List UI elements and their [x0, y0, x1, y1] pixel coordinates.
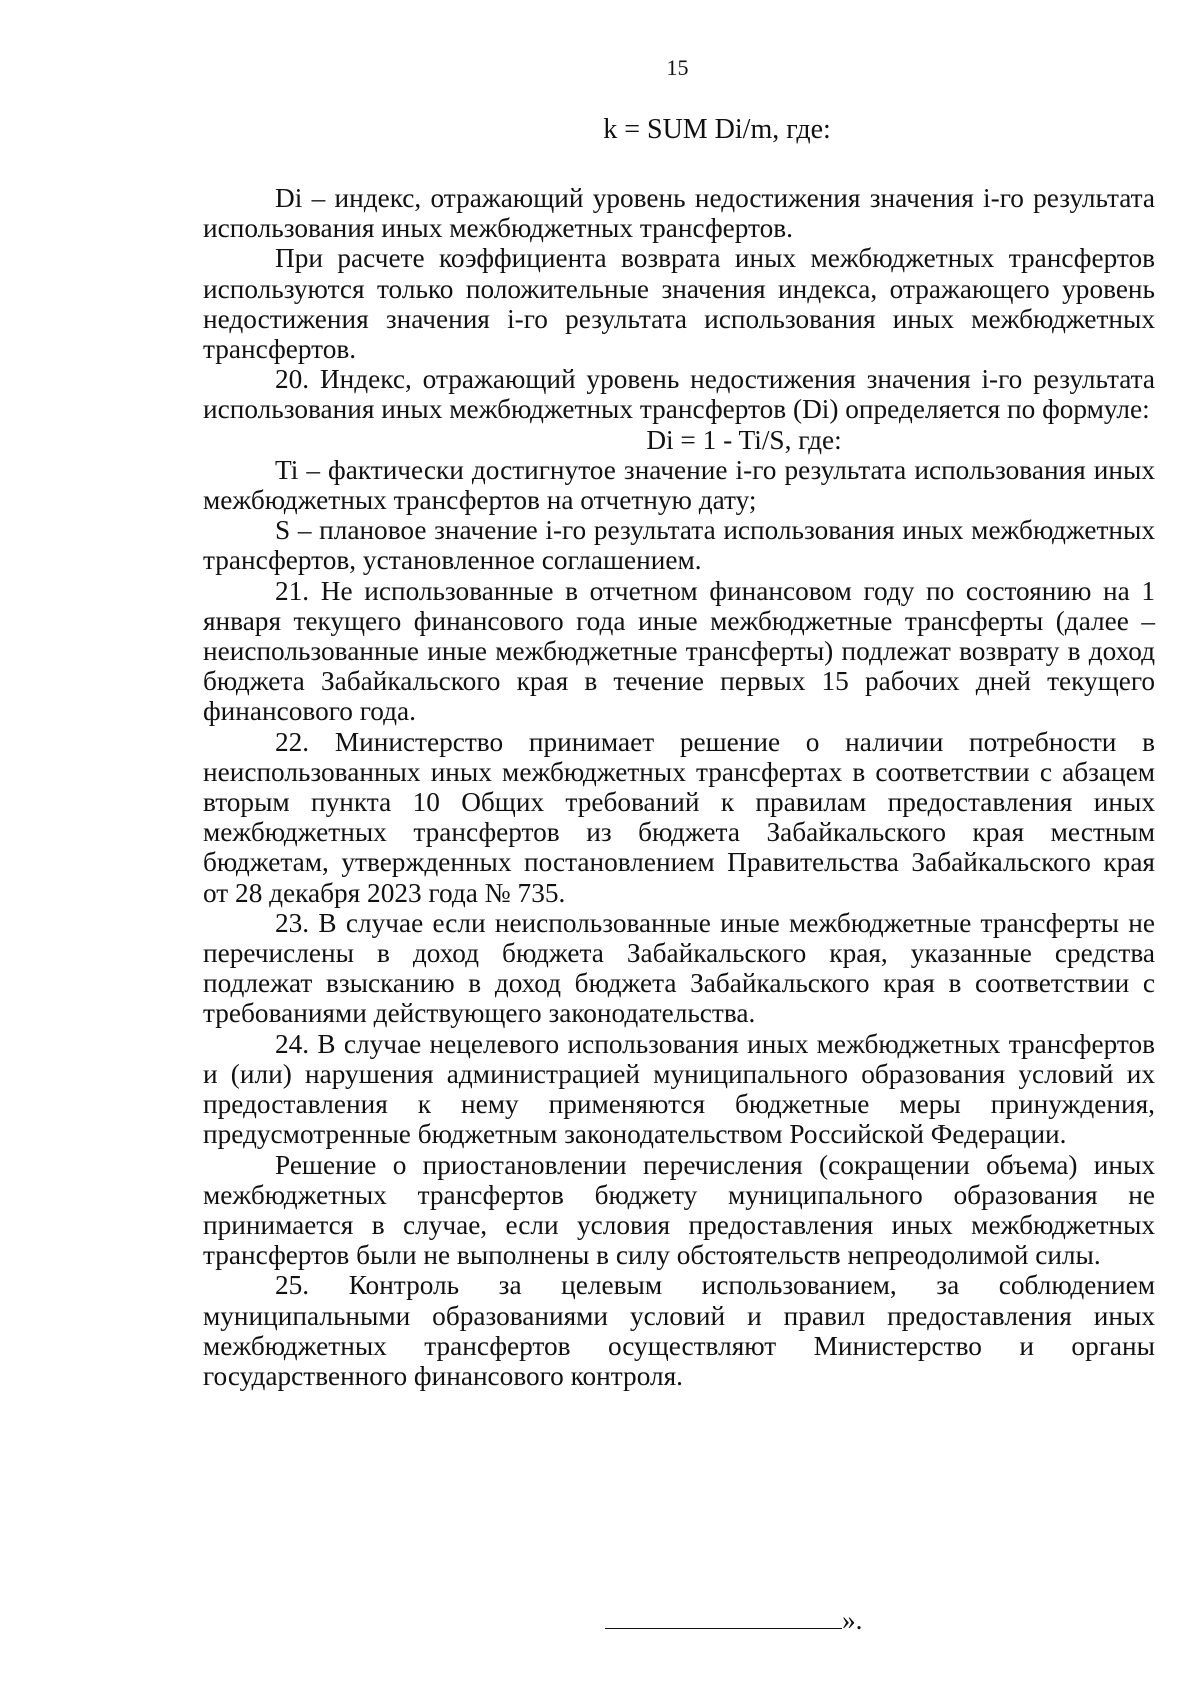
paragraph-22: 22. Министерство принимает решение о наличии потребности в неиспользованных иных межбюджетных трансфертах в соответствии с абзацем вторым пункта 10 Общих требований к правилам предоставления иных межбюджетных трансфертов из бюджета Забайкальского края местным бюджетам, утвержденных постановлением Правительства Забайкальского края от 28 декабря 2023 года № 735. [203, 726, 1155, 908]
paragraph-25: 25. Контроль за целевым использованием, за соблюдением муниципальными образованиями условий и правил предоставления иных межбюджетных трансфертов осуществляют Министерство и органы государственного финансового контроля. [203, 1270, 1155, 1391]
paragraph-23: 23. В случае если неиспользованные иные межбюджетные трансферты не перечислены в доход бюджета Забайкальского края, указанные средства подлежат взысканию в доход бюджета Забайкальского края в соответствии с требованиями действующего законодательства. [203, 907, 1155, 1029]
paragraph-21: 21. Не использованные в отчетном финансовом году по состоянию на 1 января текущего финансового года иные межбюджетные трансферты (далее – неиспользованные иные межбюджетные трансферты) подлежат возврату в доход бюджета Забайкальского края в течение первых 15 рабочих дней текущего финансового года. [203, 575, 1155, 727]
paragraph-di-definition: Di – индекс, отражающий уровень недостижения значения i-го результата использования иных межбюджетных трансфертов. [203, 183, 1155, 244]
paragraph-24-decision: Решение о приостановлении перечисления (сокращении объема) иных межбюджетных трансфертов бюджету муниципального образования не принимается в случае, если условия предоставления иных межбюджетных трансфертов были не выполнены в силу обстоятельств непреодолимой силы. [203, 1149, 1155, 1271]
closing-line [605, 1605, 862, 1635]
document-body [203, 183, 1155, 1391]
closing-quote-mark: ». [842, 1605, 863, 1635]
signature-blank-line [605, 1606, 842, 1629]
paragraph-20: 20. Индекс, отражающий уровень недостижения значения i-го результата использования иных межбюджетных трансфертов (Di) определяется по формуле: [203, 364, 1155, 425]
formula-di: Di = 1 - Ti/S, где: [646, 424, 842, 455]
formula-k: k = SUM Di/m, где: [603, 114, 831, 145]
paragraph-24: 24. В случае нецелевого использования иных межбюджетных трансфертов и (или) нарушения администрацией муниципального образования условий их предоставления к нему применяются бюджетные меры принуждения, предусмотренные бюджетным законодательством Российской Федерации. [203, 1028, 1155, 1150]
paragraph-s-definition: S – плановое значение i-го результата использования иных межбюджетных трансфертов, установленное соглашением. [203, 515, 1155, 576]
paragraph-ti-definition: Ti – фактически достигнутое значение i-го результата использования иных межбюджетных трансфертов на отчетную дату; [203, 454, 1155, 516]
page-number: 15 [666, 55, 689, 80]
paragraph-calculation: При расчете коэффициента возврата иных межбюджетных трансфертов используются только положительные значения индекса, отражающего уровень недостижения значения i-го результата использования иных межбюджетных трансфертов. [203, 243, 1155, 365]
